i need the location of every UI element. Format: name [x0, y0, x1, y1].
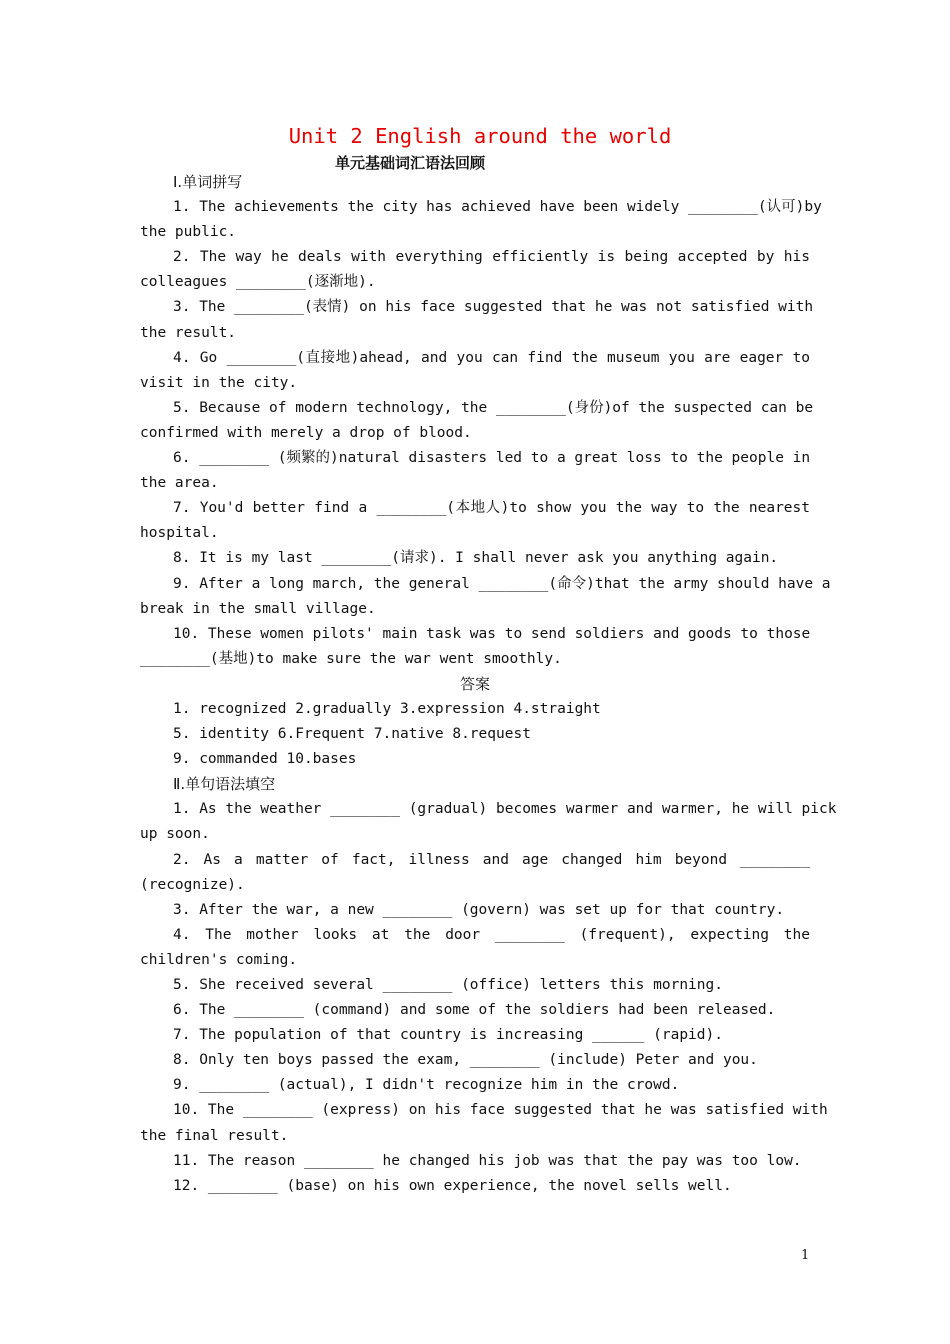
section-heading: Ⅰ.单词拼写 — [173, 173, 243, 191]
answer-line: 5. identity 6.Frequent 7.native 8.request — [173, 726, 531, 743]
answer-line: 9. commanded 10.bases — [173, 751, 357, 768]
answer-heading: 答案 — [459, 674, 490, 693]
document-body — [140, 170, 837, 1199]
question-line: (recognize). — [140, 876, 245, 893]
question-line: 8. It is my last ________(请求). I shall never ask you anything again. — [173, 550, 779, 567]
question-line: 4. Go ________(直接地)ahead, and you can find the museum you are eager to — [173, 349, 810, 366]
question-line: 10. The ________ (express) on his face suggested that he was satisfied with — [173, 1102, 828, 1119]
question-line: confirmed with merely a drop of blood. — [140, 424, 472, 441]
question-line: ________(基地)to make sure the war went smoothly. — [140, 650, 562, 667]
question-line: 9. After a long march, the general ________(命令)that the army should have a — [173, 575, 831, 592]
question-line: the public. — [140, 224, 237, 241]
question-line: 5. Because of modern technology, the ________(身份)of the suspected can be — [173, 399, 814, 416]
question-line: colleagues ________(逐渐地). — [140, 274, 376, 291]
question-line: 7. You'd better find a ________(本地人)to show you the way to the nearest — [173, 500, 810, 517]
question-line: 6. The ________ (command) and some of the soldiers had been released. — [173, 1002, 776, 1019]
answer-line: 1. recognized 2.gradually 3.expression 4.straight — [173, 700, 601, 717]
document-title: Unit 2 English around the world — [288, 124, 672, 148]
question-line: 8. Only ten boys passed the exam, ________ (include) Peter and you. — [173, 1052, 758, 1069]
question-line: 6. ________ (频繁的)natural disasters led to a great loss to the people in — [173, 450, 811, 467]
question-line: 12. ________ (base) on his own experience, the novel sells well. — [173, 1177, 732, 1194]
question-line: 1. The achievements the city has achieved have been widely ________(认可)by — [173, 199, 822, 216]
question-line: the final result. — [140, 1127, 289, 1144]
question-line: 10. These women pilots' main task was to send soldiers and goods to those — [173, 625, 811, 642]
question-line: visit in the city. — [140, 374, 298, 391]
question-line: up soon. — [140, 826, 210, 843]
document-subtitle: 单元基础词汇语法回顾 — [334, 154, 485, 172]
section-heading: Ⅱ.单句语法填空 — [173, 775, 276, 794]
question-line: 2. As a matter of fact, illness and age changed him beyond ________ — [173, 851, 810, 868]
question-line: the area. — [140, 475, 219, 492]
question-line: 3. The ________(表情) on his face suggested that he was not satisfied with — [173, 299, 814, 316]
question-line: hospital. — [140, 525, 219, 542]
question-line: 1. As the weather ________ (gradual) becomes warmer and warmer, he will pick — [173, 801, 837, 818]
question-line: the result. — [140, 324, 237, 341]
question-line: children's coming. — [140, 951, 298, 968]
question-line: 11. The reason ________ he changed his job was that the pay was too low. — [173, 1152, 802, 1169]
question-line: 5. She received several ________ (office) letters this morning. — [173, 977, 723, 993]
question-line: 7. The population of that country is increasing ______ (rapid). — [173, 1027, 723, 1044]
question-line: break in the small village. — [140, 600, 376, 617]
page-number: 1 — [801, 1248, 810, 1263]
question-line: 9. ________ (actual), I didn't recognize him in the crowd. — [173, 1077, 680, 1094]
question-line: 3. After the war, a new ________ (govern) was set up for that country. — [173, 901, 785, 918]
question-line: 2. The way he deals with everything efficiently is being accepted by his — [173, 249, 810, 266]
question-line: 4. The mother looks at the door ________ (frequent), expecting the — [173, 926, 810, 943]
